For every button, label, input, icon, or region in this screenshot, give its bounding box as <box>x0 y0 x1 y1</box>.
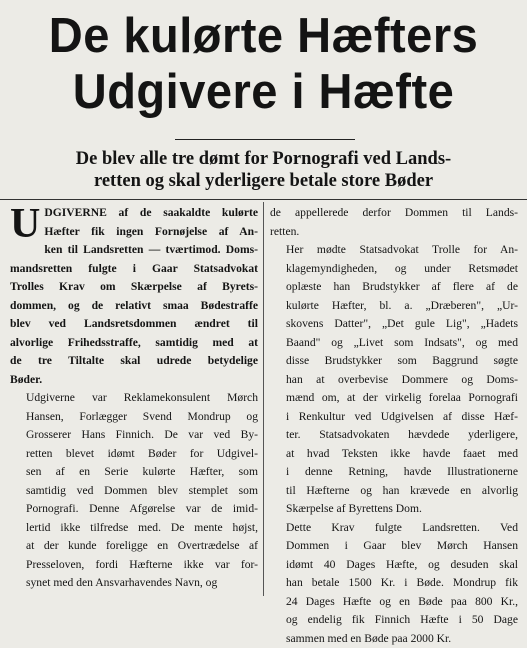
text-line: lertid ikke tilfredse med. De mente højst, <box>10 519 258 538</box>
text-line: han betale 1500 Kr. i Bøde. Mondrup fik <box>270 574 518 593</box>
text-line: til Hæfterne og han krævede en alvorlig <box>270 482 518 501</box>
text-line: de tre Tiltalte skal udrede betydelige <box>10 352 258 371</box>
article-column-right <box>270 204 518 648</box>
text-line: i denne Retning, havde Illustrationerne <box>270 463 518 482</box>
subheadline <box>10 148 517 192</box>
text-line: ter. Statsadvokaten hævdede yderligere, <box>270 426 518 445</box>
text-line: sen af en Serie kulørte Hæfter, som <box>10 463 258 482</box>
text-line: dommen, og de relativt smaa Bødestraffe <box>10 297 258 316</box>
text-line: mænd om, at der virkelig forelaa Pornografi <box>270 389 518 408</box>
drop-cap: U <box>10 206 40 242</box>
text-line: Hæfter fik ingen Fornøjelse af An- <box>10 223 258 242</box>
text-line: Bøder. <box>10 371 258 390</box>
text-line: disse Brudstykker som Baggrund søgte <box>270 352 518 371</box>
text-line: Trolles Krav om Skærpelse af Byrets- <box>10 278 258 297</box>
text-line: idømt 40 Dages Hæfte, og desuden skal <box>270 556 518 575</box>
paragraph-continuation <box>270 204 518 241</box>
text-line: DGIVERNE af de saakaldte kulørte <box>10 204 258 223</box>
subheadline-line-1: De blev alle tre dømt for Pornografi ved Lands- <box>10 148 517 170</box>
text-line: klagemyndigheden, og under Retsmødet <box>270 260 518 279</box>
text-line: 24 Dages Hæfte og en Bøde paa 800 Kr., <box>270 593 518 612</box>
text-line: Presseloven, fordi Hæfterne ikke var for- <box>10 556 258 575</box>
text-line: Skærpelse af Byrettens Dom. <box>270 500 518 519</box>
text-line: de appellerede derfor Dommen til Lands- <box>270 204 518 223</box>
text-line: skovens Datter", „Det gule Lig", „Hadets <box>270 315 518 334</box>
headline-line-2: Udgivere i Hæfte <box>16 64 510 120</box>
paragraph <box>10 389 258 593</box>
text-line: Baand" og „Livet som Indsats", og med <box>270 334 518 353</box>
headline-rule <box>175 139 355 140</box>
text-line: samtidig ved Dommen blev stemplet som <box>10 482 258 501</box>
text-line: alvorlige Frihedsstraffe, samtidig med at <box>10 334 258 353</box>
text-line: sammen med en Bøde paa 2000 Kr. <box>270 630 518 648</box>
article-column-left <box>10 204 258 593</box>
paragraph <box>270 519 518 648</box>
text-line: og endelig fik Finnich Hæfte i 50 Dage <box>270 611 518 630</box>
headline <box>16 8 510 120</box>
column-divider <box>263 202 264 596</box>
text-line: synet med den Ansvarhavendes Navn, og <box>10 574 258 593</box>
lead-paragraph <box>10 204 258 389</box>
text-line: blev ved Landsretsdommen ændret til <box>10 315 258 334</box>
text-line: i Renkultur ved Udgivelsen af disse Hæf- <box>270 408 518 427</box>
text-line: Grosserer Hans Finnich. De var ved By- <box>10 426 258 445</box>
text-line: oplæste han Brudstykker af flere af de <box>270 278 518 297</box>
text-line: retten. <box>270 223 518 242</box>
text-line: retten blevet idømt Bøder for Udgivel- <box>10 445 258 464</box>
text-line: mandsretten fulgte i Gaar Statsadvokat <box>10 260 258 279</box>
text-line: at hvad Teksten ikke havde faaet med <box>270 445 518 464</box>
paragraph <box>270 241 518 519</box>
subheadline-line-2: retten og skal yderligere betale store Bøder <box>10 170 517 192</box>
text-line: Pornografi. Denne Afgørelse var de imid- <box>10 500 258 519</box>
text-line: Her mødte Statsadvokat Trolle for An- <box>270 241 518 260</box>
text-line: at der kunde foreligge en Overtrædelse af <box>10 537 258 556</box>
subheadline-rule <box>0 199 527 200</box>
text-line: Hansen, Forlægger Svend Mondrup og <box>10 408 258 427</box>
text-line: Dommen i Gaar blev Mørch Hansen <box>270 537 518 556</box>
text-line: Dette Krav fulgte Landsretten. Ved <box>270 519 518 538</box>
text-line: Udgiverne var Reklamekonsulent Mørch <box>10 389 258 408</box>
text-line: kulørte Hæfter, bl. a. „Dræberen", „Ur- <box>270 297 518 316</box>
text-line: han at overbevise Dommere og Doms- <box>270 371 518 390</box>
text-line: ken til Landsretten — tværtimod. Doms- <box>10 241 258 260</box>
headline-line-1: De kulørte Hæfters <box>16 8 510 64</box>
